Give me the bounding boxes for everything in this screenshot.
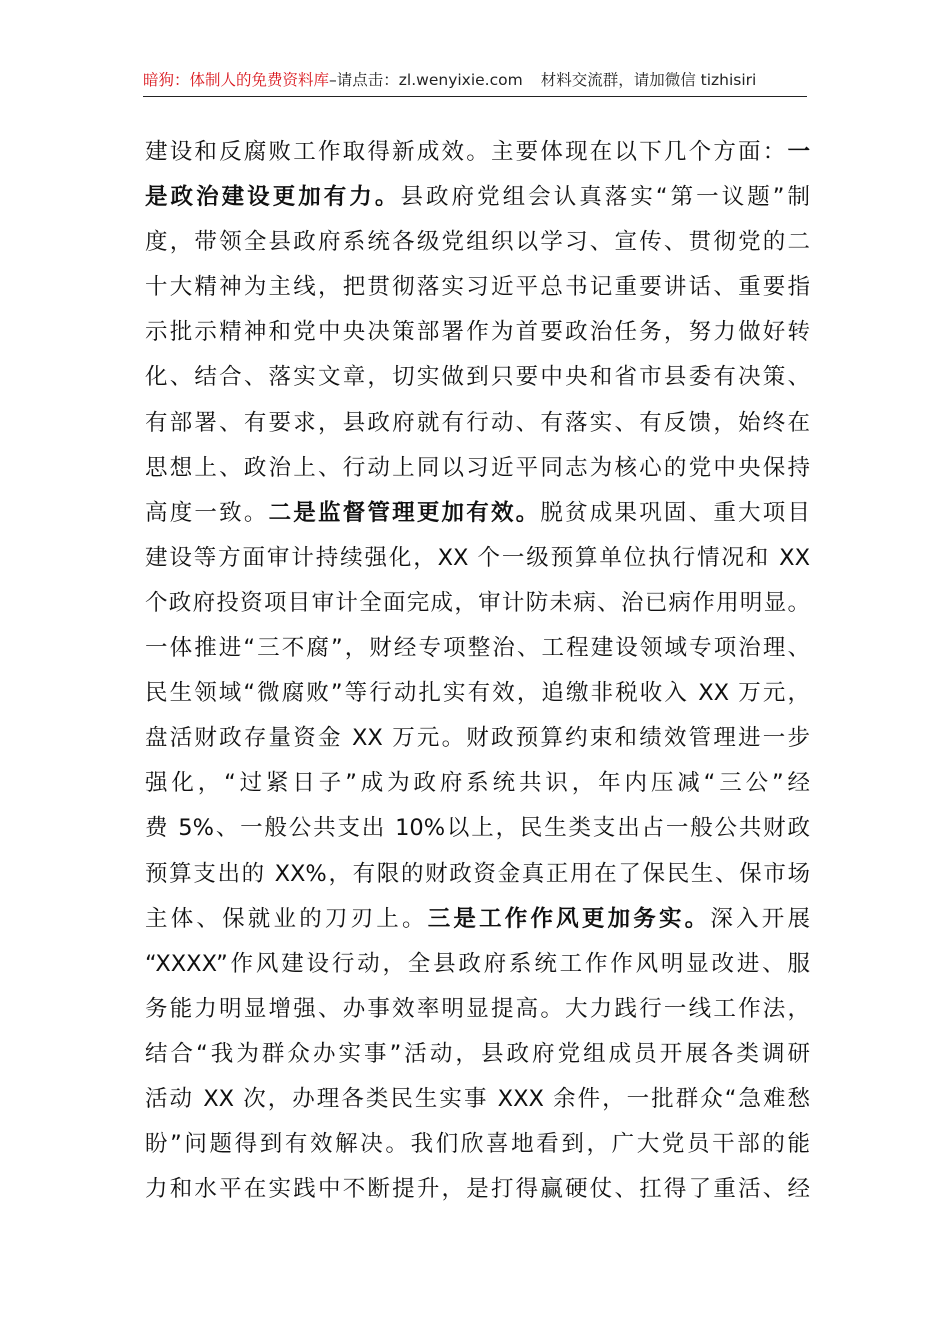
body-text-span: 盘活财政存量资金 XX 万元。财政预算约束和绩效管理进一步 [145, 725, 810, 752]
bold-heading-text: 一 [787, 139, 810, 165]
body-text-span: 度，带领全县政府系统各级党组织以学习、宣传、贯彻党的二 [145, 229, 810, 256]
body-text-span: 建设等方面审计持续强化，XX 个一级预算单位执行情况和 XX [145, 544, 810, 571]
bold-heading-text: 是政治建设更加有力。 [145, 184, 401, 211]
body-text-span: “XXXX”作风建设行动，全县政府系统工作作风明显改进、服 [145, 950, 810, 977]
text-line [145, 446, 810, 491]
text-line [145, 987, 810, 1032]
header-prompt: –请点击： [329, 71, 399, 89]
body-text-span: 思想上、政治上、行动上同以习近平同志为核心的党中央保持 [145, 454, 810, 481]
body-text-span: 化、结合、落实文章，切实做到只要中央和省市县委有决策、 [145, 364, 810, 391]
text-line [145, 806, 810, 851]
text-line [145, 1032, 810, 1077]
text-line [145, 1167, 810, 1212]
text-line [145, 761, 810, 806]
text-line [145, 1077, 810, 1122]
text-line [145, 942, 810, 987]
body-text-span: 十大精神为主线，把贯彻落实习近平总书记重要讲话、重要指 [145, 274, 810, 301]
text-line [145, 581, 810, 626]
header-url-link[interactable]: zl.wenyixie.com [398, 71, 523, 89]
text-line [145, 310, 810, 355]
body-text-span: 力和水平在实践中不断提升，是打得赢硬仗、扛得了重活、经 [145, 1176, 810, 1203]
text-line [145, 626, 810, 671]
text-line [145, 716, 810, 761]
body-text-span: 结合“我为群众办实事”活动，县政府党组成员开展各类调研 [145, 1040, 810, 1067]
text-line [145, 220, 810, 265]
body-text-span: 脱贫成果巩固、重大项目 [540, 499, 810, 526]
text-line [145, 1122, 810, 1167]
text-line [145, 175, 810, 220]
body-text-span: 盼”问题得到有效解决。我们欣喜地看到，广大党员干部的能 [145, 1131, 810, 1158]
body-text-span: 民生领域“微腐败”等行动扎实有效，追缴非税收入 XX 万元， [145, 680, 810, 707]
body-text-span: 建设和反腐败工作取得新成效。主要体现在以下几个方面： [145, 139, 788, 165]
bold-heading-text: 二是监督管理更加有效。 [268, 499, 541, 526]
page-header [143, 66, 807, 97]
body-text-span: 活动 XX 次，办理各类民生实事 XXX 余件，一批群众“急难愁 [145, 1085, 810, 1112]
body-text-span: 高度一致。 [145, 499, 269, 526]
body-text-span: 预算支出的 XX%，有限的财政资金真正用在了保民生、保市场 [145, 860, 810, 887]
body-text-span: 示批示精神和党中央决策部署作为首要政治任务，努力做好转 [145, 319, 810, 346]
bold-heading-text: 三是工作作风更加务实。 [427, 905, 711, 932]
header-wechat: 材料交流群，请加微信 tizhisiri [540, 71, 757, 89]
body-text-span: 一体推进“三不腐”，财经专项整治、工程建设领域专项治理、 [145, 635, 810, 662]
text-line [145, 355, 810, 400]
text-line [145, 671, 810, 716]
document-body [145, 130, 810, 1212]
body-text-span: 费 5%、一般公共支出 10%以上，民生类支出占一般公共财政 [145, 815, 810, 842]
text-line [145, 536, 810, 581]
body-text-span: 有部署、有要求，县政府就有行动、有落实、有反馈，始终在 [145, 409, 810, 436]
body-text-span: 务能力明显增强、办事效率明显提高。大力践行一线工作法， [145, 995, 810, 1022]
header-brand: 暗狗：体制人的免费资料库 [143, 71, 330, 89]
text-line [145, 897, 810, 942]
body-text-span: 主体、保就业的刀刃上。 [145, 905, 428, 932]
text-line [145, 130, 810, 175]
text-line [145, 265, 810, 310]
body-text-span: 深入开展 [710, 905, 810, 932]
text-line [145, 491, 810, 536]
text-line [145, 852, 810, 897]
text-line [145, 401, 810, 446]
body-text-span: 县政府党组会认真落实“第一议题”制 [400, 184, 810, 211]
body-text-span: 强化，“过紧日子”成为政府系统共识，年内压减“三公”经 [145, 770, 810, 797]
body-text-span: 个政府投资项目审计全面完成，审计防未病、治已病作用明显。 [145, 589, 810, 616]
